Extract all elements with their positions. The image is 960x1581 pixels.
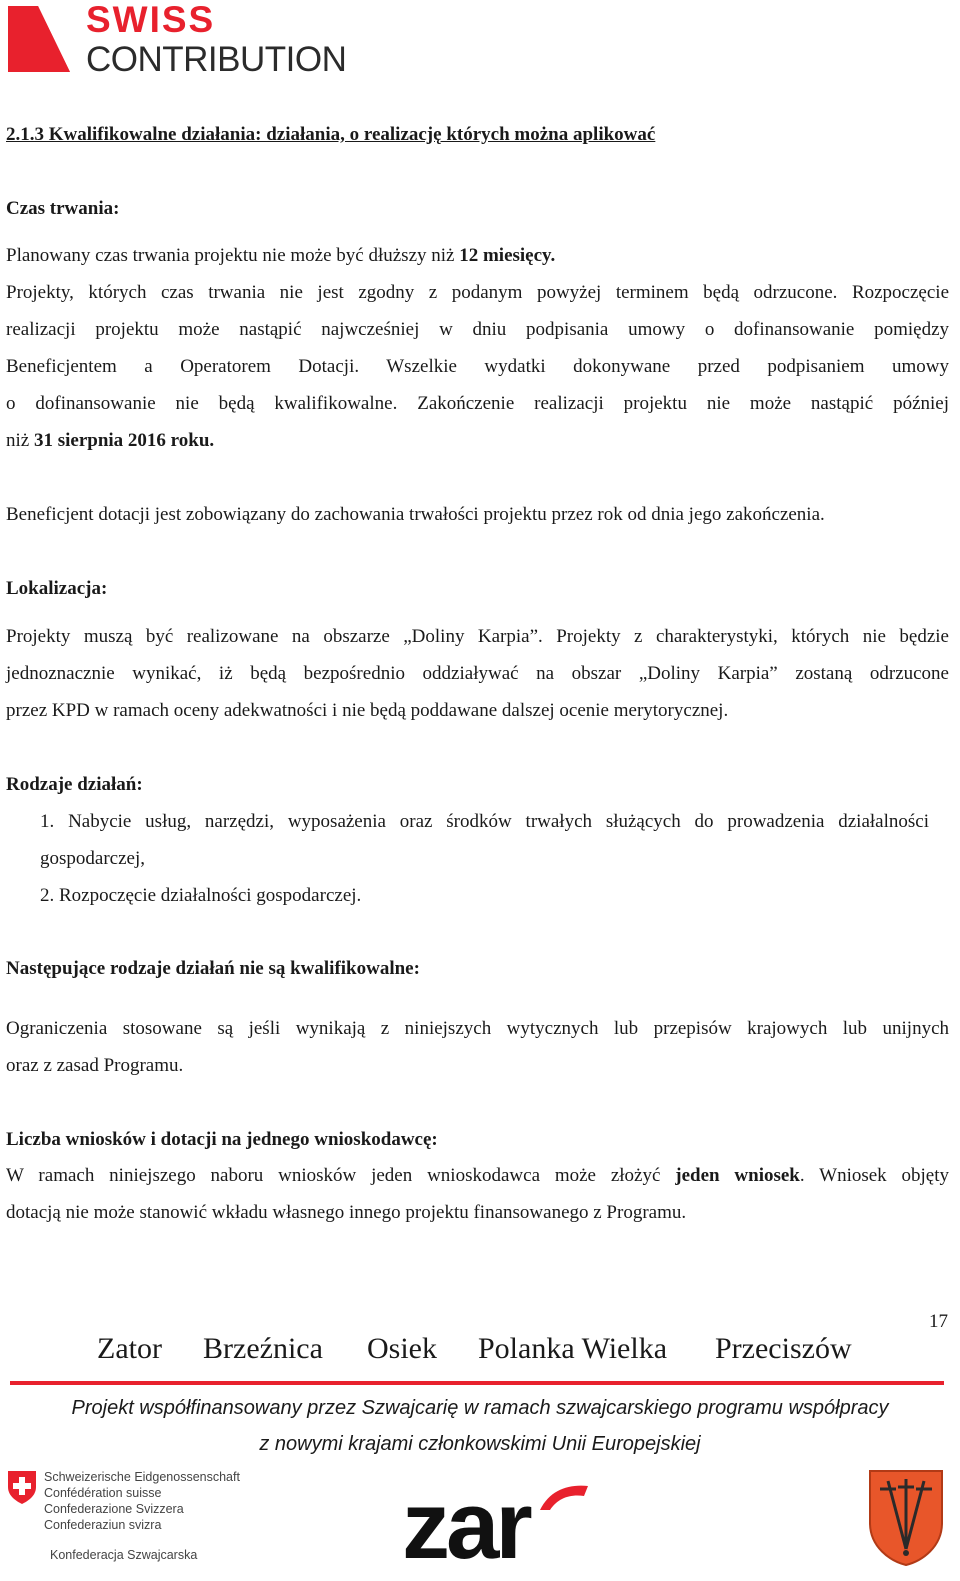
list-item-continuation: gospodarczej, [40,848,145,869]
actions-heading: Rodzaje działań: [6,774,143,795]
duration-paragraph-line: realizacji projektu może nastąpić najwcześniej w dniu podpisania umowy o dofinansowanie pomiędzy [6,319,949,340]
town-name: Przeciszów [715,1332,852,1365]
municipal-coat-of-arms-icon [866,1467,946,1567]
page-number: 17 [929,1311,948,1332]
zar-logo-red-swoosh-icon [538,1482,590,1512]
logo-swiss-text: SWISS [86,0,216,40]
town-name: Brzeźnica [203,1332,323,1365]
location-paragraph-line: przez KPD w ramach oceny adekwatności i nie będą poddawane dalszej ocenie merytorycznej. [6,700,729,721]
durability-paragraph: Beneficjent dotacji jest zobowiązany do zachowania trwałości projektu przez rok od dnia jego zakończenia. [6,504,825,525]
swiss-coat-of-arms-icon [6,1469,38,1505]
town-name: Osiek [367,1332,437,1365]
project-note-line: Projekt współfinansowany przez Szwajcarię w ramach szwajcarskiego programu współpracy [71,1397,889,1419]
list-item: 2. Rozpoczęcie działalności gospodarczej. [40,885,362,906]
swiss-flag-icon [8,6,70,72]
non-eligible-heading: Następujące rodzaje działań nie są kwalifikowalne: [6,958,420,979]
town-name: Zator [97,1332,162,1365]
town-name: Polanka Wielka [478,1332,668,1365]
location-heading: Lokalizacja: [6,578,108,599]
zar-logo-text: zar [402,1472,529,1579]
non-eligible-paragraph-line: oraz z zasad Programu. [6,1055,184,1076]
zar-logo [402,1472,529,1579]
duration-paragraph-line: Projekty, których czas trwania nie jest zgodny z podanym powyżej terminem będą odrzucone. Rozpoczęcie [6,282,949,303]
applications-heading: Liczba wniosków i dotacji na jednego wnioskodawcę: [6,1129,438,1150]
confederation-name-pl: Konfederacja Szwajcarska [50,1548,198,1562]
confederation-name: Schweizerische Eidgenossenschaft [44,1470,240,1484]
project-note-line: z nowymi krajami członkowskimi Unii Europejskiej [259,1433,701,1455]
confederation-name: Confédération suisse [44,1486,162,1500]
applications-paragraph-line: dotacją nie może stanowić wkładu własnego innego projektu finansowanego z Programu. [6,1202,687,1223]
duration-paragraph-line: niż 31 sierpnia 2016 roku. [6,430,215,451]
location-paragraph-line: Projekty muszą być realizowane na obszarze „Doliny Karpia”. Projekty z charakterystyki, których nie będzie [6,626,949,647]
applications-paragraph-line: W ramach niniejszego naboru wniosków jeden wnioskodawca może złożyć jeden wniosek. Wniosek objęty [6,1165,950,1186]
non-eligible-paragraph-line: Ograniczenia stosowane są jeśli wynikają z niniejszych wytycznych lub przepisów krajowych lub unijnych [6,1018,949,1039]
logo-contribution-text: CONTRIBUTION [86,40,347,79]
list-item: 1. Nabycie usług, narzędzi, wyposażenia oraz środków trwałych służących do prowadzenia działalności [40,811,929,832]
duration-paragraph-line: Planowany czas trwania projektu nie może być dłuższy niż 12 miesięcy. [6,245,556,266]
location-paragraph-line: jednoznacznie wynikać, iż będą bezpośrednio oddziaływać na obszar „Doliny Karpia” zostaną odrzucone [6,663,949,684]
confederation-name: Confederazione Svizzera [44,1502,184,1516]
duration-paragraph-line: o dofinansowanie nie będą kwalifikowalne. Zakończenie realizacji projektu nie może nastąpić później [6,393,949,414]
section-title: 2.1.3 Kwalifikowalne działania: działania, o realizację których można aplikować [6,124,656,145]
duration-heading: Czas trwania: [6,198,120,219]
confederation-name: Confederaziun svizra [44,1518,162,1532]
duration-paragraph-line: Beneficjentem a Operatorem Dotacji. Wszelkie wydatki dokonywane przed podpisaniem umowy [6,356,949,377]
footer-divider [10,1381,944,1385]
